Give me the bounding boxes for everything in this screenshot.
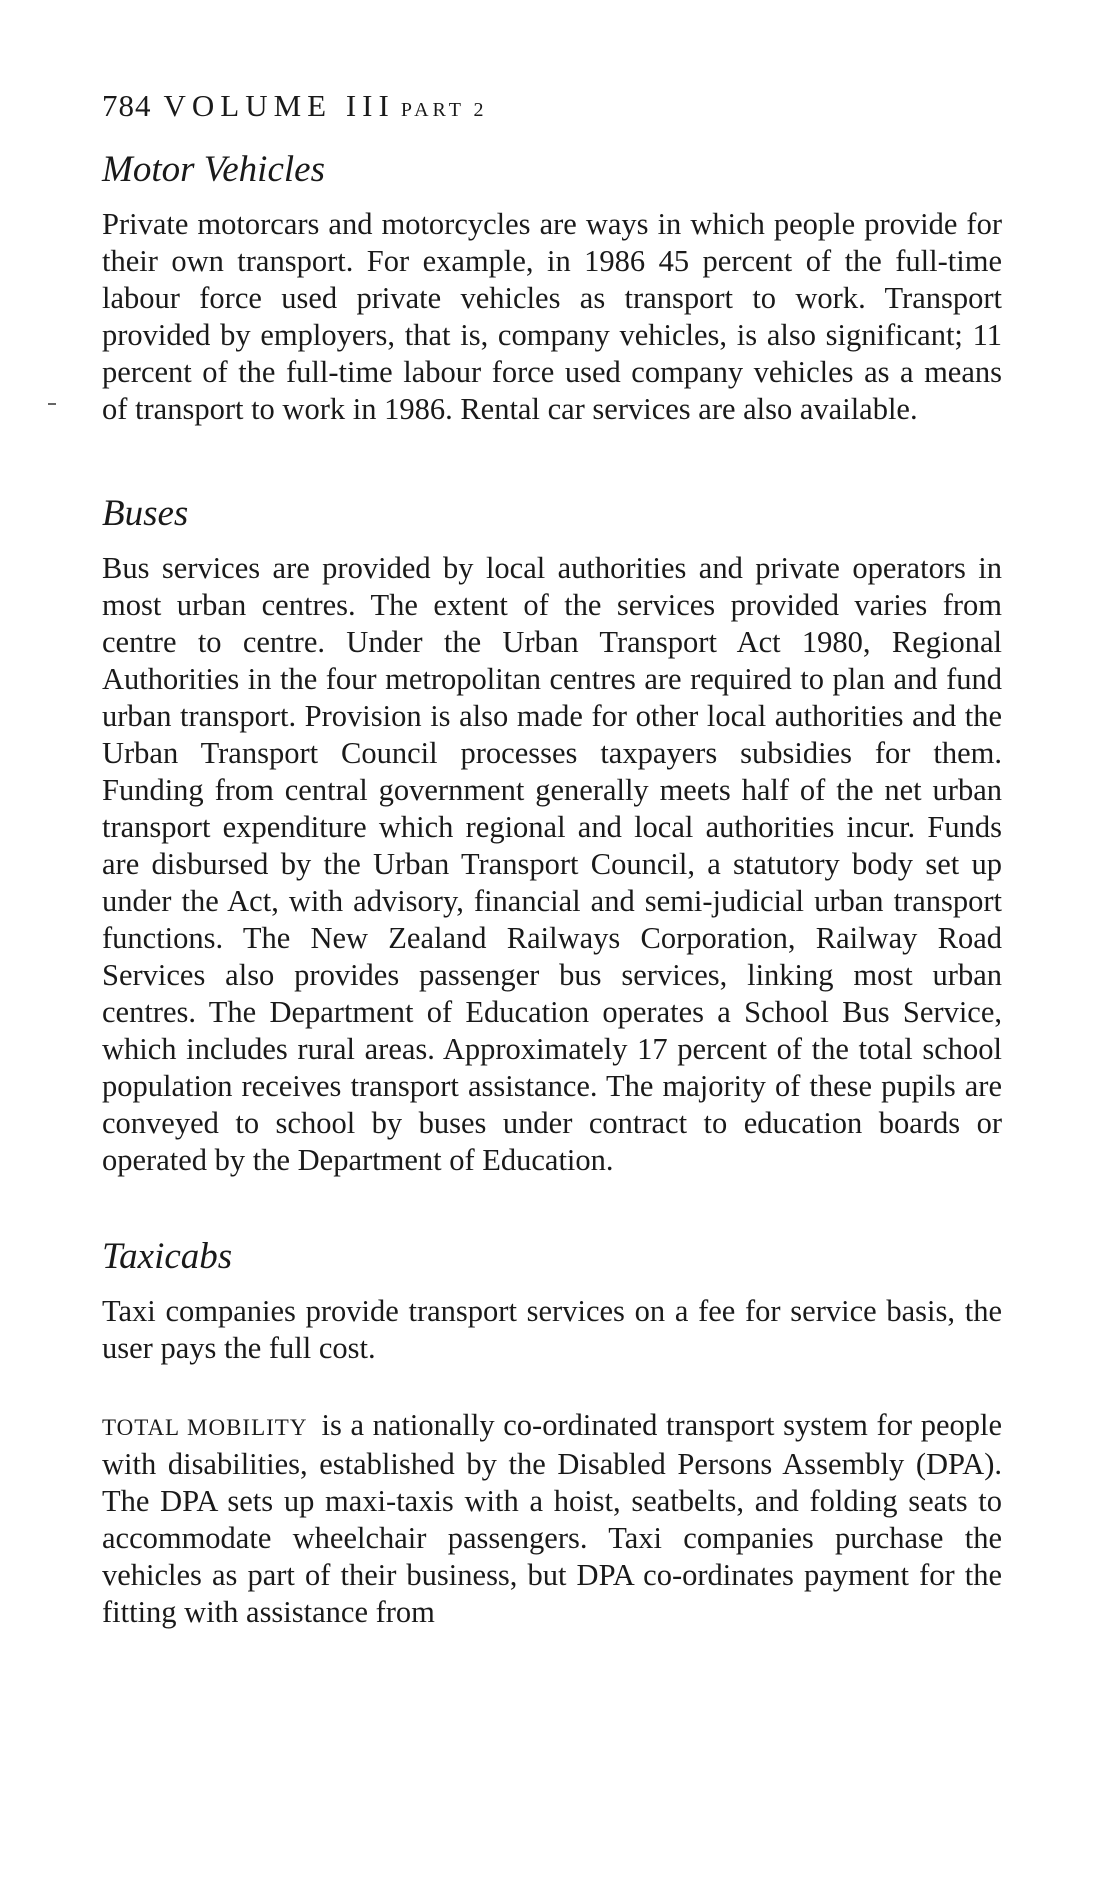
total-mobility-text: is a nationally co-ordinated transport system for people with disabilities, established by the Disabled Persons Assembly (DPA). The DPA sets up maxi-taxis with a hoist, seatbelts, and folding seats to accommodate wheelchair passengers. Taxi companies purchase the vehicles as part of their business, but DPA co-ordinates payment for the fitting with assistance from — [102, 1408, 1002, 1629]
section-text-buses: Bus services are provided by local authorities and private operators in most urban centres. The extent of the services provided varies from centre to centre. Under the Urban Transport Act 1980, Regional Authorities in the four metropolitan centres are required to plan and fund urban transport. Provision is also made for other local authorities and the Urban Transport Council processes taxpayers subsidies for them. Funding from central government generally meets half of the net urban transport expenditure which regional and local authorities incur. Funds are disbursed by the Urban Transport Council, a statutory body set up under the Act, with advisory, financial and semi-judicial urban transport functions. The New Zealand Railways Corporation, Railway Road Services also provides passenger bus services, linking most urban centres. The Department of Education operates a School Bus Service, which includes rural areas. Approximately 17 percent of the total school population receives transport assistance. The majority of these pupils are conveyed to school by buses under contract to education boards or operated by the Department of Education. — [102, 551, 1002, 1177]
section-title-taxicabs: Taxicabs — [102, 1236, 233, 1277]
volume-label: VOLUME III — [163, 88, 395, 123]
page-number: 784 — [102, 88, 152, 123]
total-mobility-paragraph — [102, 1407, 1002, 1631]
section-text-motor-vehicles: Private motorcars and motorcycles are ways in which people provide for their own transport. For example, in 1986 45 percent of the full-time labour force used private vehicles as transport to work. Transport provided by employers, that is, company vehicles, is also significant; 11 percent of the full-time labour force used company vehicles as a means of transport to work in 1986. Rental car services are also available. — [102, 207, 1002, 426]
total-mobility-term: TOTAL MOBILITY — [102, 1415, 308, 1440]
margin-mark — [48, 403, 56, 405]
document-page — [102, 86, 1002, 1631]
section-text-taxicabs: Taxi companies provide transport services on a fee for service basis, the user pays the full cost. — [102, 1294, 1002, 1365]
part-label: PART 2 — [400, 99, 488, 121]
section-title-motor-vehicles: Motor Vehicles — [102, 149, 325, 190]
section-title-buses: Buses — [102, 493, 189, 534]
running-head — [102, 86, 1002, 130]
